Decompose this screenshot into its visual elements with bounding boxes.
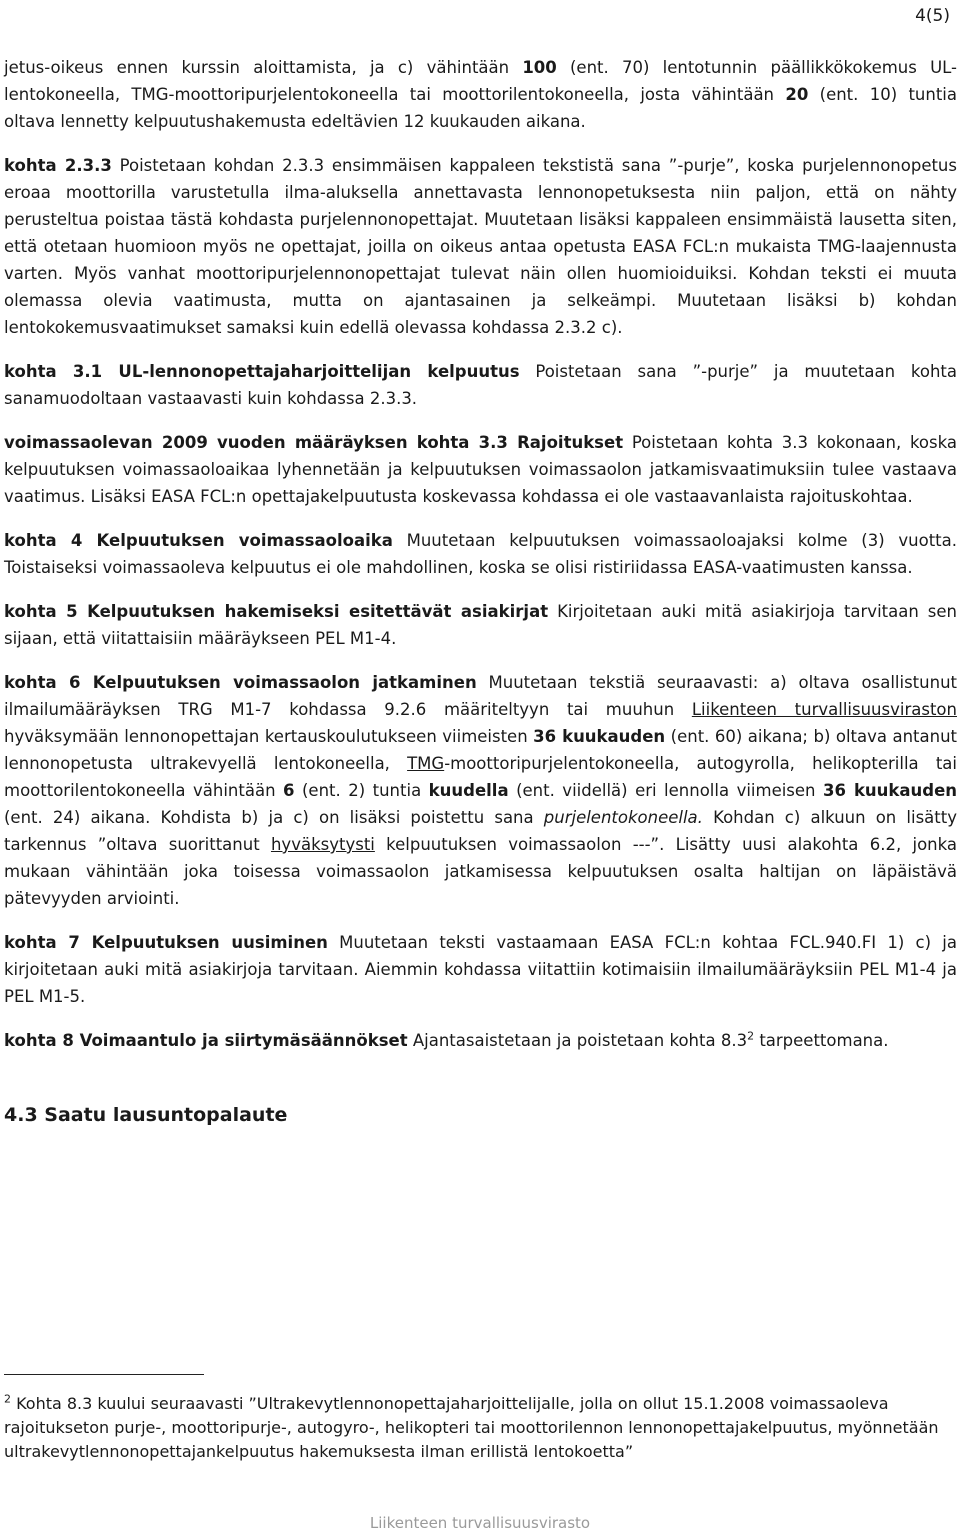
text: kelpuutuksen voimassaolon ---”. Lisätty uusi alakohta 6.2, jonka mukaan vähintään joka toisessa voimassaolon jatkamisessa kelpuutuksen osalta haltijan on läpäistävä pätevyyden arviointi. [4,835,957,908]
footnote-divider [4,1374,204,1375]
text: Muutetaan tekstiä seuraavasti: a) oltava osallistunut ilmailumääräyksen TRG M1-7 kohdassa 9.2.6 määriteltyyn tai muuhun [4,673,957,719]
underlined-text: hyväksytysti [270,835,375,854]
section-label: kohta 2.3.3 [4,156,112,175]
text: Kohdan c) alkuun on lisätty tarkennus ”oltava suorittanut [4,808,957,854]
bold-value: 36 kuukauden [823,781,958,800]
paragraph-kohta-2-3-3 [4,152,957,341]
footnote-text: Kohta 8.3 kuului seuraavasti ”Ultrakevytlennonopettajaharjoittelijalle, jolla on ollut 15.1.2008 voimassaoleva rajoitukseton purje-, moottoripurje-, autogyro-, helikopteri tai moottorilennon lennonopettajakelpuutus, myönnetään ultrakevytlennonopettajankelpuutus hakemuksesta ilman erillistä lentokoetta” [4,1394,939,1461]
page-number: 4(5) [915,6,950,26]
section-label: kohta 7 Kelpuutuksen uusiminen [4,933,328,952]
paragraph-kohta-8 [4,1027,957,1054]
text: Poistetaan kohta 3.3 kokonaan, koska kelpuutuksen voimassaoloaikaa lyhennetään ja kelpuutuksen voimassaolon jatkamisvaatimuksiin tulee vastaava vaatimus. Lisäksi EASA FCL:n opettajakelpuutusta koskevassa kohdassa ei ole vastaavanlaista rajoituskohtaa. [4,433,958,506]
paragraph-kohta-4 [4,527,957,581]
page-footer: Liikenteen turvallisuusvirasto [369,1514,591,1532]
section-heading: 4.3 Saatu lausuntopalaute [4,1104,288,1126]
text: -moottoripurjelentokoneella, autogyrolla, helikopterilla tai moottorilentokoneella vähintään [4,754,957,800]
section-label: kohta 5 Kelpuutuksen hakemiseksi esitettävät asiakirjat [4,602,549,621]
footnote [4,1392,954,1464]
text: (ent. 24) aikana. Kohdista b) ja c) on lisäksi poistettu sana [4,808,544,827]
text: Poistetaan kohdan 2.3.3 ensimmäisen kappaleen tekstistä sana ”-purje”, koska purjelennonopetus eroaa moottorilla varustetulla ilma-aluksella annettavasta lennonopetuksesta niin paljon, että on nähty perusteltua poistaa tästä kohdasta purjelennonopettajat. Muutetaan lisäksi kappaleen ensimmäistä lausetta siten, että otetaan huomioon myös ne opettajat, joilla on oikeus antaa opetusta EASA FCL:n mukaista TMG-laajennusta varten. Myös vanhat moottoripurjelennonopettajat tulevat näin ollen huomioiduiksi. Kohdan teksti ei muuta olemassa olevia vaatimusta, mutta on ajantasainen ja selkeämpi. Muutetaan lisäksi b) kohdan lentokokemusvaatimukset samaksi kuin edellä olevassa kohdassa 2.3.2 c). [4,156,957,337]
bold-value: 6 [283,781,295,800]
paragraph-kohta-3-1 [4,358,957,412]
bold-value: 20 [785,85,809,104]
text: Muutetaan teksti vastaamaan EASA FCL:n kohtaa FCL.940.FI 1) c) ja kirjoitetaan auki mitä asiakirjoja tarvitaan. Aiemmin kohdassa viitattiin kotimaisiin ilmailumääräyksiin PEL M1-4 ja PEL M1-5. [4,933,957,1006]
text: Poistetaan sana ”-purje” ja muutetaan kohta sanamuodoltaan vastaavasti kuin kohdassa 2.3.3. [4,362,957,408]
text: Ajantasaistetaan ja poistetaan kohta 8.3 [407,1031,748,1050]
paragraph-kohta-3-3 [4,429,957,510]
text: Kirjoitetaan auki mitä asiakirjoja tarvitaan sen sijaan, että viitattaisiin määräykseen PEL M1-4. [4,602,958,648]
paragraph-kelpuutus-requirements [4,54,957,135]
text: hyväksymään lennonopettajan kertauskoulutukseen viimeisten [4,727,534,746]
footnote-number: 2 [4,1392,11,1406]
section-label: kohta 3.1 UL-lennonopettajaharjoittelijan kelpuutus [4,362,520,381]
italic-text: purjelentokoneella. [543,808,703,827]
section-label: kohta 4 Kelpuutuksen voimassaoloaika [4,531,393,550]
text: jetus-oikeus ennen kurssin aloittamista, ja c) vähintään [4,58,523,77]
bold-value: kuudella [428,781,509,800]
document-body [4,54,957,1129]
bold-value: 36 kuukauden [533,727,666,746]
section-label: voimassaolevan 2009 vuoden määräyksen kohta 3.3 Rajoitukset [4,433,624,452]
text: (ent. 60) aikana; b) oltava antanut lennonopetusta ultrakevyellä lentokoneella, [4,727,957,773]
bold-value: 100 [522,58,557,77]
paragraph-kohta-6 [4,669,957,912]
section-label: kohta 6 Kelpuutuksen voimassaolon jatkaminen [4,673,477,692]
text: (ent. 70) lentotunnin päällikkökokemus UL-lentokoneella, TMG-moottoripurjelentokoneella tai moottorilentokoneella, josta vähintään [4,58,958,104]
underlined-text: TMG [407,754,445,773]
footnote-ref: 2 [747,1029,755,1043]
underlined-text: Liikenteen turvallisuusviraston [691,700,957,719]
paragraph-kohta-7 [4,929,957,1010]
paragraph-kohta-5 [4,598,957,652]
text: (ent. viidellä) eri lennolla viimeisen [508,781,823,800]
section-label: kohta 8 Voimaantulo ja siirtymäsäännökset [4,1031,408,1050]
text: Muutetaan kelpuutuksen voimassaoloajaksi kolme (3) vuotta. Toistaiseksi voimassaoleva kelpuutus ei ole mahdollinen, koska se olisi ristiriidassa EASA-vaatimusten kanssa. [4,531,958,577]
text: tarpeettomana. [754,1031,889,1050]
text: (ent. 2) tuntia [294,781,429,800]
text: (ent. 10) tuntia oltava lennetty kelpuutushakemusta edeltävien 12 kuukauden aikana. [4,85,957,131]
